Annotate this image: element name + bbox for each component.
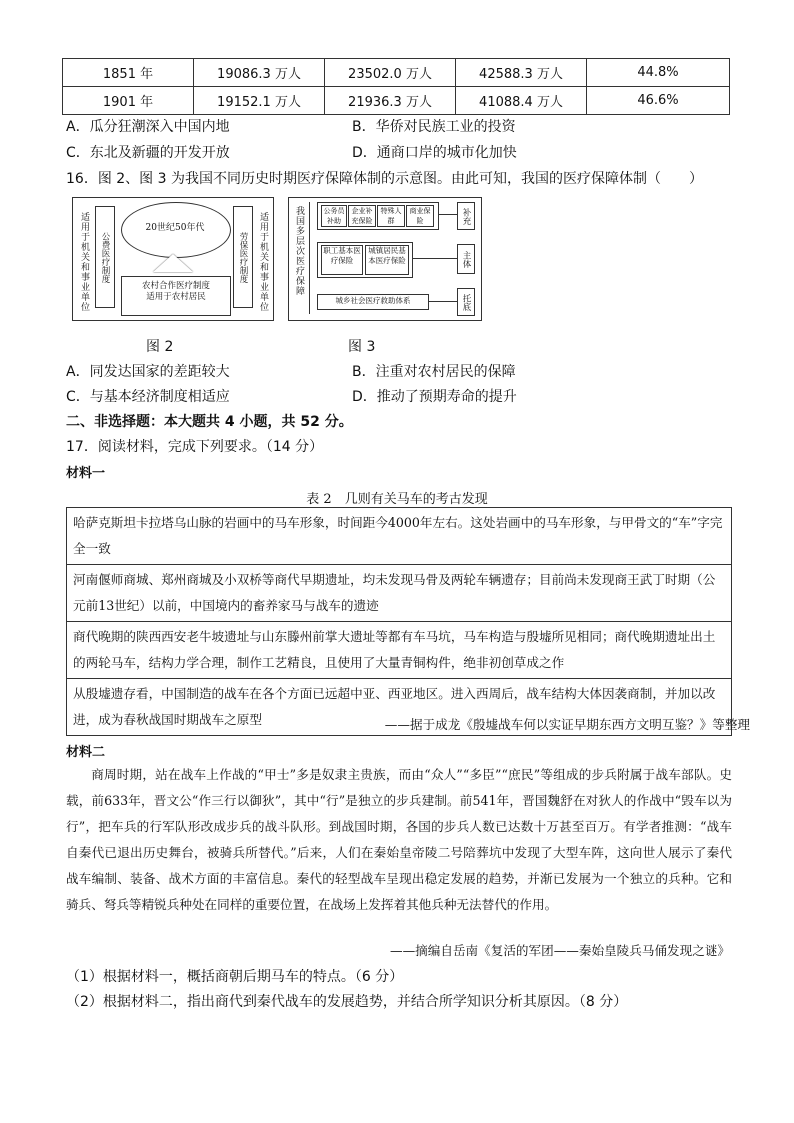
table-cell: 1851 年 [63, 59, 194, 87]
question-16-stem: 16．图 2、图 3 为我国不同历史时期医疗保障体制的示意图。由此可知，我国的医疗保障体制（ ） [66, 171, 703, 187]
table-2-caption: 表 2 几则有关马车的考古发现 [306, 492, 488, 507]
option-c: C．与基本经济制度相适应 [66, 389, 230, 405]
option-b: B．注重对农村居民的保障 [352, 364, 516, 380]
material-2-text: 商周时期，站在战车上作战的“甲士”多是奴隶主贵族，而由“众人”“多臣”“庶民”等组成的步兵附属于战车部队。史载，前633年，晋文公“作三行以御狄”，其中“行”是独立的步兵建制。前541年，晋国魏舒在对狄人的作战中“毁车以为行”，把车兵的行军队形改成步兵的战斗队形。到战国时期，各国的步兵人数已达数十万甚至百万。有学者推测：“战车自秦代已退出历史舞台，被骑兵所替代。”后来，人们在秦始皇帝陵二号陪葬坑中发现了大型车阵，这向世人展示了秦代战车编制、装备、战术方面的丰富信息。秦代的轻型战车呈现出稳定发展的趋势，并渐已发展为一个独立的兵种。它和骑兵、弩兵等精锐兵种处在同样的重要位置，在战场上发挥着其他兵种无法替代的作用。 [66, 767, 732, 912]
figure-3-caption: 图 3 [348, 339, 376, 355]
table-2 [66, 507, 732, 736]
table-row: 商代晚期的陕西西安老牛坡遗址与山东滕州前掌大遗址等都有车马坑，马车构造与殷墟所见相同；商代晚期遗址出土的两轮马车，结构力学合理，制作工艺精良，且使用了大量青铜构件，绝非初创草成之作 [67, 622, 731, 679]
option-a: A．瓜分狂潮深入中国内地 [66, 119, 230, 135]
fig3-right-label: 主体 [457, 244, 475, 274]
fig2-center: 20世纪50年代 [145, 223, 205, 233]
table-cell: 23502.0 万人 [325, 59, 456, 87]
table-cell: 46.6% [587, 87, 730, 115]
figure-2 [72, 197, 274, 321]
option-b: B．华侨对民族工业的投资 [352, 119, 516, 135]
question-17-stem: 17．阅读材料，完成下列要求。（14 分） [66, 439, 324, 455]
left-arrow-icon [413, 258, 457, 259]
option-a: A．同发达国家的差距较大 [66, 364, 230, 380]
section-heading: 二、非选择题：本大题共 4 小题，共 52 分。 [66, 414, 353, 430]
table-cell: 41088.4 万人 [456, 87, 587, 115]
table-cell: 42588.3 万人 [456, 59, 587, 87]
fig3-right-label: 托底 [457, 288, 475, 316]
fig2-left-inner: 公费医疗制度 [95, 206, 115, 308]
fig3-spine [309, 202, 310, 314]
figure-2-caption: 图 2 [146, 339, 174, 355]
source-citation-2: ——摘编自岳南《复活的军团——秦始皇陵兵马俑发现之谜》 [389, 943, 730, 958]
fig2-right-inner: 劳保医疗制度 [233, 206, 253, 308]
fig3-right-label: 补充 [457, 202, 475, 230]
fig3-row2-item: 城镇居民基本医疗保险 [365, 245, 409, 275]
sub-question-1: （1）根据材料一，概括商朝后期马车的特点。（6 分） [66, 969, 404, 985]
table-row [63, 87, 730, 115]
option-d: D．推动了预期寿命的提升 [352, 389, 517, 405]
table-row: 河南偃师商城、郑州商城及小双桥等商代早期遗址，均未发现马骨及两轮车辆遗存；目前尚未发现商王武丁时期（公元前13世纪）以前，中国境内的畜养家马与战车的遗迹 [67, 565, 731, 622]
table-cell: 21936.3 万人 [325, 87, 456, 115]
fig3-row1-item: 企业补充保险 [348, 205, 376, 227]
fig2-left-label: 适用于机关和事业单位 [79, 212, 89, 312]
fig2-right-label: 适用于机关和事业单位 [258, 212, 268, 312]
fig3-row1-item: 特殊人群 [377, 205, 405, 227]
table-row: 哈萨克斯坦卡拉塔乌山脉的岩画中的马车形象，时间距今4000年左右。这处岩画中的马车形象，与甲骨文的“车”字完全一致 [67, 508, 731, 565]
fig3-row1-item: 商业保险 [406, 205, 434, 227]
table-row: 从殷墟遗存看，中国制造的战车在各个方面已远超中亚、西亚地区。进入西周后，战车结构大体因袭商制，并加以改进，成为春秋战国时期战车之原型 [73, 686, 716, 727]
figure-3 [288, 197, 482, 321]
option-c: C．东北及新疆的开发开放 [66, 145, 230, 161]
fig3-row2-item: 职工基本医疗保险 [321, 245, 363, 275]
material-2-title: 材料二 [66, 745, 106, 760]
fig2-bottom: 农村合作医疗制度 适用于农村居民 [121, 276, 231, 316]
left-arrow-icon [429, 301, 457, 302]
fig3-row1-item: 公务员补助 [321, 205, 347, 227]
population-table [62, 58, 730, 115]
source-citation-1: ——据于成龙《殷墟战车何以实证早期东西方文明互鉴？》等整理 [384, 717, 750, 732]
up-arrow-icon [153, 254, 193, 272]
table-cell: 19086.3 万人 [194, 59, 325, 87]
table-cell: 1901 年 [63, 87, 194, 115]
option-d: D．通商口岸的城市化加快 [352, 145, 517, 161]
sub-question-2: （2）根据材料二，指出商代到秦代战车的发展趋势，并结合所学知识分析其原因。（8 分） [66, 994, 628, 1010]
fig3-row3: 城乡社会医疗救助体系 [317, 294, 429, 310]
material-1-title: 材料一 [66, 466, 106, 481]
table-cell: 19152.1 万人 [194, 87, 325, 115]
left-arrow-icon [439, 214, 457, 215]
table-row [63, 59, 730, 87]
table-cell: 44.8% [587, 59, 730, 87]
fig3-left-label: 我国多层次医疗保障 [294, 206, 304, 296]
